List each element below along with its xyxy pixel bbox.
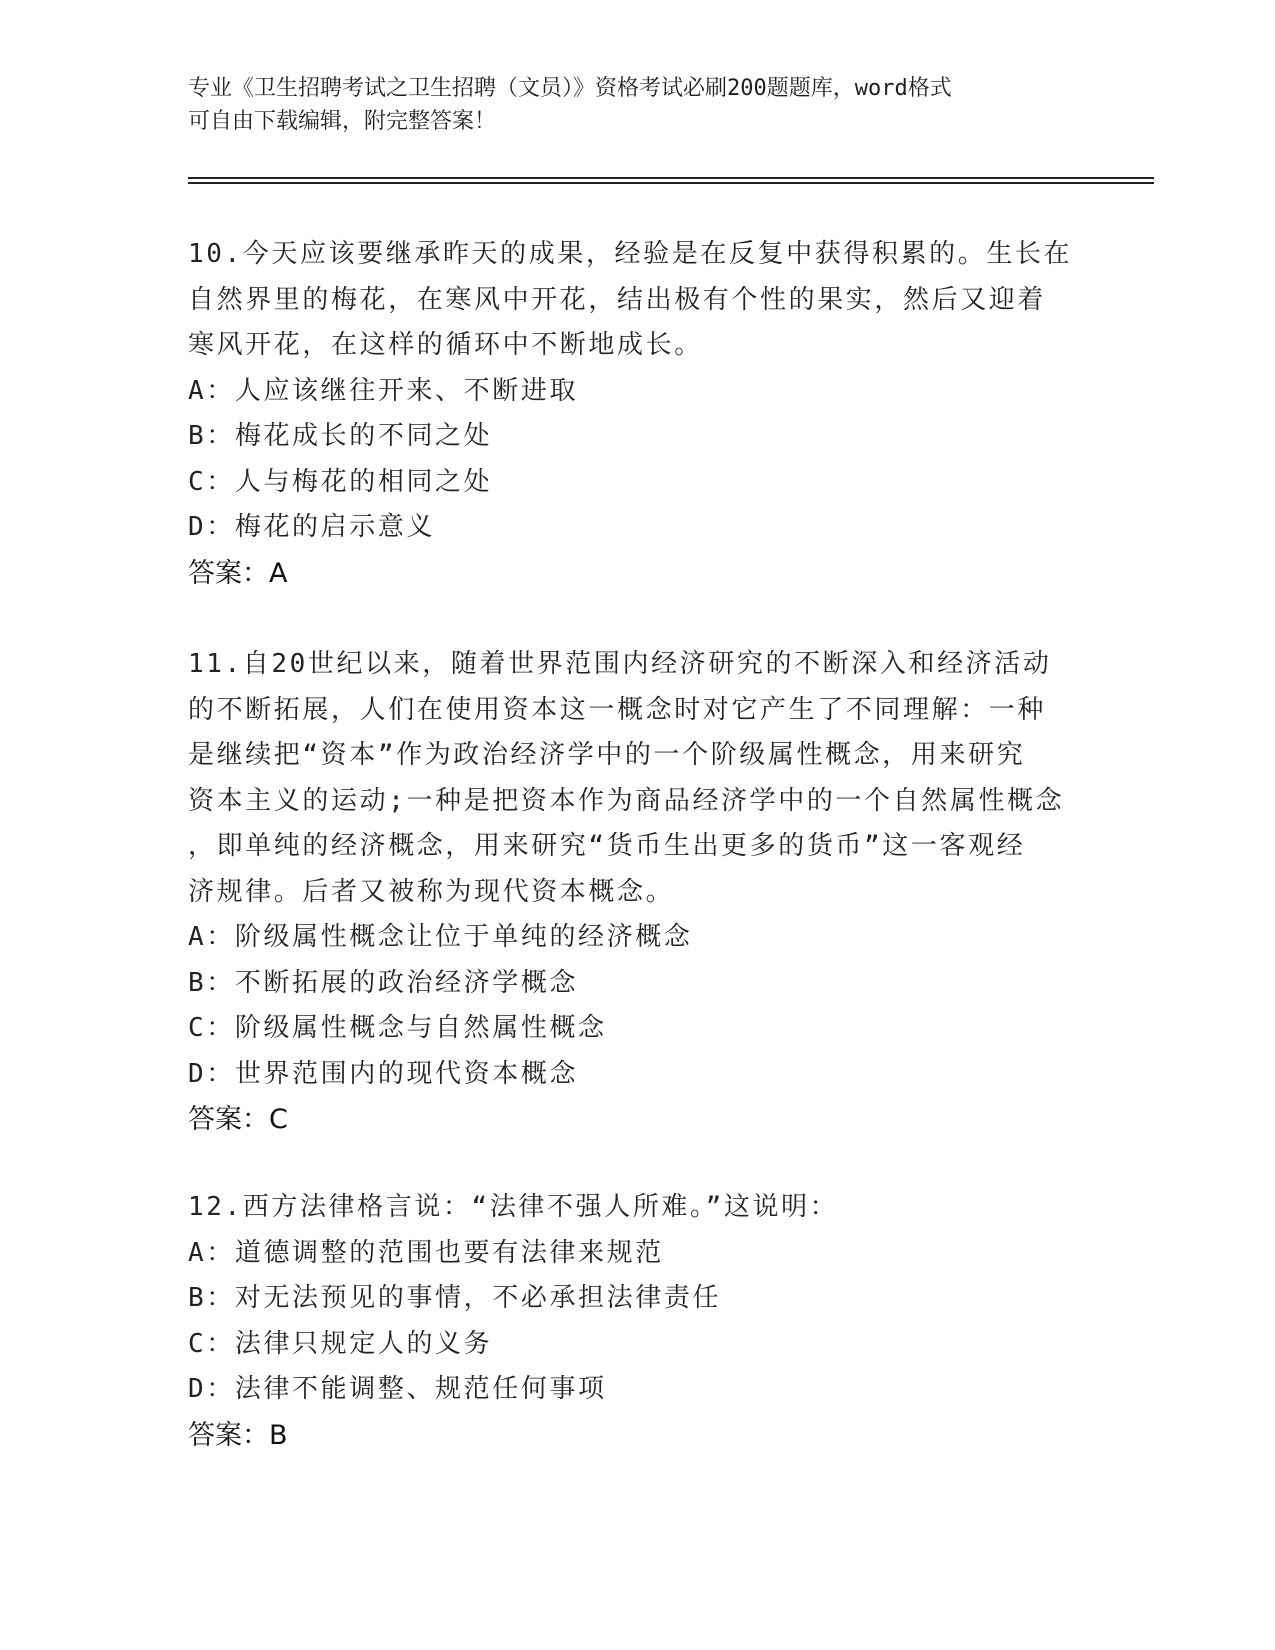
question-stem-line: ，即单纯的经济概念，用来研究“货币生出更多的货币”这一客观经 bbox=[188, 831, 1026, 861]
header-line-2: 可自由下载编辑，附完整答案！ bbox=[188, 109, 497, 134]
question-10 bbox=[188, 232, 1088, 596]
option-b: B：梅花成长的不同之处 bbox=[188, 421, 493, 451]
answer-line: 答案：C bbox=[188, 1104, 288, 1135]
option-c: C：人与梅花的相同之处 bbox=[188, 466, 493, 497]
question-stem-line: 济规律。后者又被称为现代资本概念。 bbox=[188, 876, 675, 907]
question-stem-line: 寒风开花，在这样的循环中不断地成长。 bbox=[188, 330, 703, 360]
option-c: C：法律只规定人的义务 bbox=[188, 1328, 493, 1359]
option-d: D：梅花的启示意义 bbox=[188, 512, 436, 542]
question-stem-line: 资本主义的运动;一种是把资本作为商品经济学中的一个自然属性概念 bbox=[188, 785, 1065, 816]
question-stem-line: 是继续把“资本”作为政治经济学中的一个阶级属性概念，用来研究 bbox=[188, 740, 1026, 770]
option-d: D：世界范围内的现代资本概念 bbox=[188, 1058, 579, 1089]
question-stem-line: 11.自20世纪以来，随着世界范围内经济研究的不断深入和经济活动 bbox=[188, 649, 1052, 679]
question-stem-line: 自然界里的梅花，在寒风中开花，结出极有个性的果实，然后又迎着 bbox=[188, 284, 1047, 315]
option-a: A：道德调整的范围也要有法律来规范 bbox=[188, 1237, 664, 1268]
question-12 bbox=[188, 1185, 1088, 1458]
document-header bbox=[188, 72, 1088, 138]
header-line-1: 专业《卫生招聘考试之卫生招聘（文员）》资格考试必刷200题题库，word格式 bbox=[188, 76, 952, 101]
question-11 bbox=[188, 642, 1088, 1143]
option-a: A：阶级属性概念让位于单纯的经济概念 bbox=[188, 922, 693, 952]
option-a: A：人应该继往开来、不断进取 bbox=[188, 375, 579, 406]
question-stem-line: 12.西方法律格言说：“法律不强人所难。”这说明： bbox=[188, 1192, 839, 1222]
header-divider-bottom bbox=[188, 182, 1154, 184]
option-c: C：阶级属性概念与自然属性概念 bbox=[188, 1013, 607, 1043]
answer-line: 答案：A bbox=[188, 557, 288, 589]
question-stem-line: 的不断拓展，人们在使用资本这一概念时对它产生了不同理解：一种 bbox=[188, 694, 1047, 725]
option-b: B：不断拓展的政治经济学概念 bbox=[188, 967, 579, 998]
header-divider-top bbox=[188, 177, 1154, 179]
option-d: D：法律不能调整、规范任何事项 bbox=[188, 1374, 607, 1404]
answer-line: 答案：B bbox=[188, 1419, 288, 1451]
option-b: B：对无法预见的事情，不必承担法律责任 bbox=[188, 1283, 722, 1313]
question-stem-line: 10.今天应该要继承昨天的成果，经验是在反复中获得积累的。生长在 bbox=[188, 239, 1073, 269]
